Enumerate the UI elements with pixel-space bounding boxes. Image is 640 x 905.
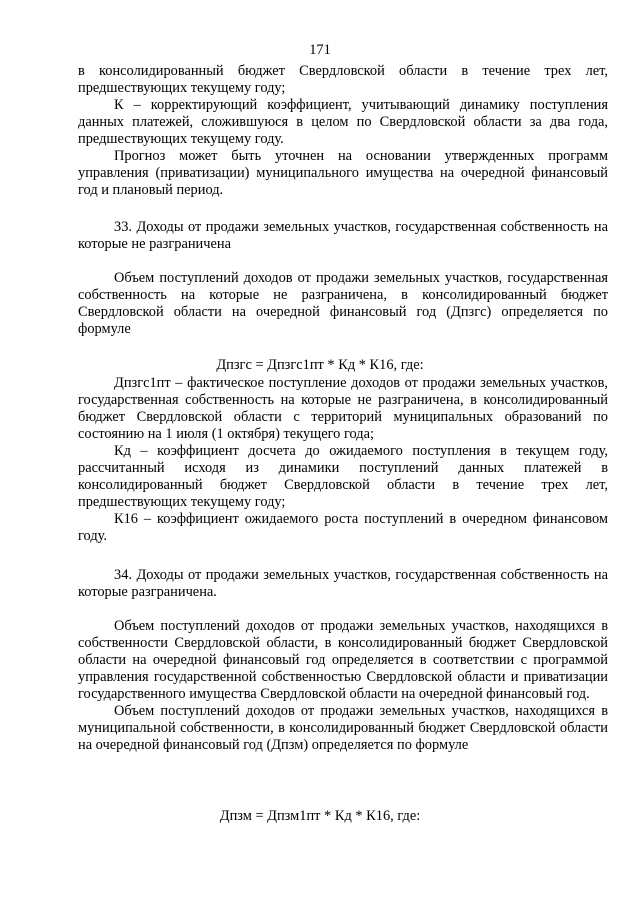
definition-k16: К16 – коэффициент ожидаемого роста поступлений в очередном финансовом году. bbox=[78, 511, 608, 544]
paragraph-volume-dpzm: Объем поступлений доходов от продажи земельных участков, находящихся в муниципальной собственности, в консолидированный бюджет Свердловской области на очередной финансовый год (Дпзм) определяется по формуле bbox=[78, 703, 608, 753]
section-33-heading-block bbox=[78, 219, 608, 253]
paragraph-k-coefficient: К – корректирующий коэффициент, учитывающий динамику поступления данных платежей, сложившуюся в целом по Свердловской области за два года, предшествующих текущему году. bbox=[78, 97, 608, 147]
section-heading-34: 34. Доходы от продажи земельных участков, государственная собственность на которые разграничена. bbox=[78, 567, 608, 600]
paragraph-volume-dpzgs: Объем поступлений доходов от продажи земельных участков, государственная собственность на которые не разграничена, в консолидированный бюджет Свердловской области на очередной финансовый год (Дпзгс) определяется по формуле bbox=[78, 270, 608, 337]
section-33-body bbox=[78, 270, 608, 338]
section-34-body bbox=[78, 618, 608, 754]
formula-dpzm: Дпзм = Дпзм1пт * Кд * К16, где: bbox=[219, 808, 421, 824]
section-34-heading-block bbox=[78, 567, 608, 601]
definition-kd: Кд – коэффициент досчета до ожидаемого поступления в текущем году, рассчитанный исходя из динамики поступлений данных платежей в консолидированный бюджет Свердловской области в течение трех лет, предшествующих текущему году; bbox=[78, 443, 608, 510]
paragraph-continuation: в консолидированный бюджет Свердловской области в течение трех лет, предшествующих текущему году; bbox=[78, 63, 608, 96]
paragraph-forecast: Прогноз может быть уточнен на основании утвержденных программ управления (приватизации) муниципального имущества на очередной финансовый год и плановый период. bbox=[78, 148, 608, 198]
paragraph-regional-land-sales: Объем поступлений доходов от продажи земельных участков, находящихся в собственности Свердловской области, в консолидированный бюджет Свердловской области на очередной финансовый год определяется в соответствии с программой управления государственной собственностью Свердловской области и приватизации государственного имущества Свердловской области на очередной финансовый год. bbox=[78, 618, 608, 702]
text-block-intro bbox=[78, 63, 608, 199]
definition-dpzgs1pt: Дпзгс1пт – фактическое поступление доходов от продажи земельных участков, государственная собственность на которые не разграничена, в консолидированный бюджет Свердловской области с территорий муниципальных образований по состоянию на 1 июля (1 октября) текущего года; bbox=[78, 375, 608, 442]
section-33-definitions bbox=[78, 375, 608, 545]
section-heading-33: 33. Доходы от продажи земельных участков, государственная собственность на которые не разграничена bbox=[78, 219, 608, 252]
page-number: 171 bbox=[309, 42, 331, 58]
formula-dpzgs: Дпзгс = Дпзгс1пт * Кд * К16, где: bbox=[216, 357, 424, 373]
